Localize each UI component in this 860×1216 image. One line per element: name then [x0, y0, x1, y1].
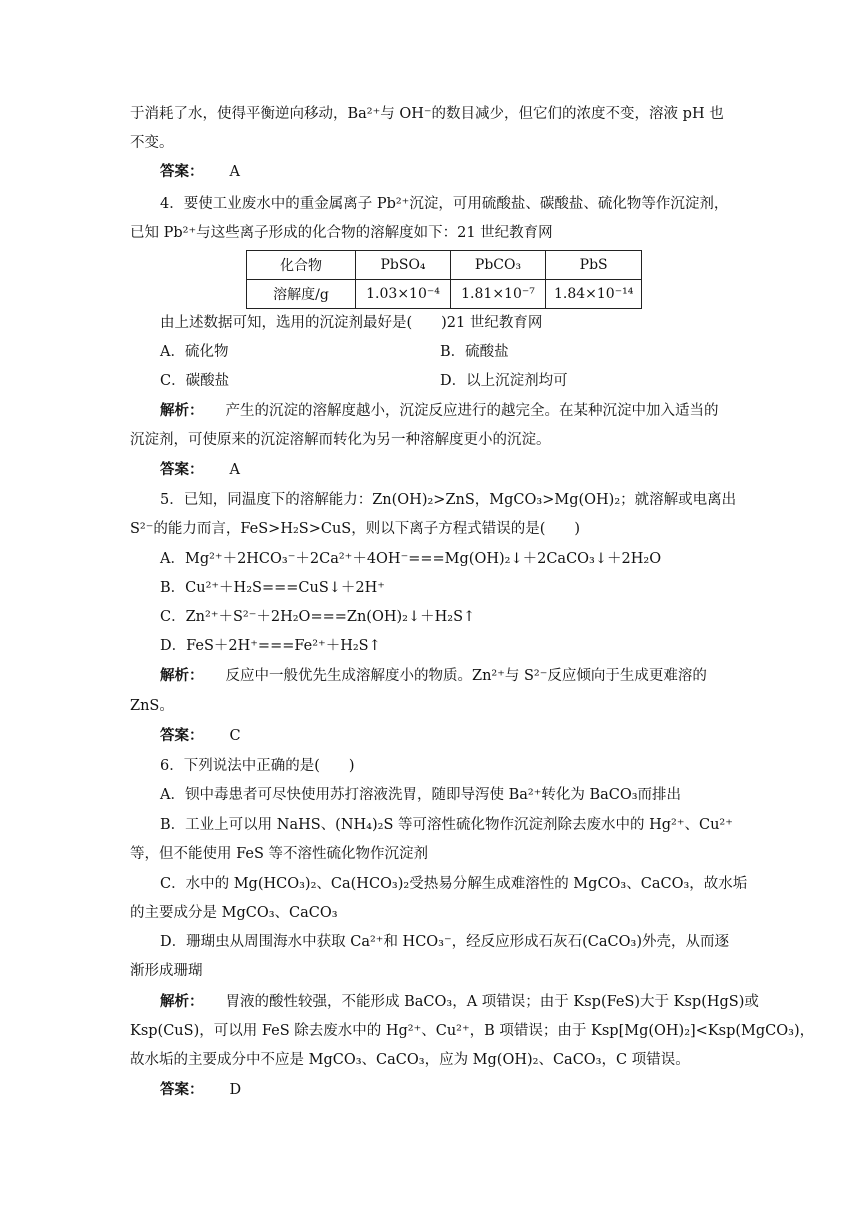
- q6-stem: 6．下列说法中正确的是( ): [160, 758, 355, 774]
- q4-stem-1: 4．要使工业废水中的重金属离子 Pb²⁺沉淀，可用硫酸盐、碳酸盐、硫化物等作沉淀剂，: [160, 196, 729, 212]
- table-cell: PbCO₃: [451, 251, 546, 280]
- q5-stem-1: 5．已知，同温度下的溶解能力：Zn(OH)₂>ZnS，MgCO₃>Mg(OH)₂；就溶解或电离出: [160, 492, 737, 508]
- q5-option-d: D．FeS＋2H⁺===Fe²⁺＋H₂S↑: [160, 638, 381, 654]
- explain-label: 解析：: [160, 667, 204, 684]
- q5-option-c: C．Zn²⁺＋S²⁻＋2H₂O===Zn(OH)₂↓＋H₂S↑: [160, 609, 476, 625]
- answer-value: C: [229, 728, 241, 744]
- table-cell: 化合物: [247, 251, 356, 280]
- q4-option-b: B．硫酸盐: [440, 344, 509, 360]
- q6-explain-1: [160, 992, 759, 1012]
- q4-explain-2: 沉淀剂，可使原来的沉淀溶解而转化为另一种溶解度更小的沉淀。: [130, 432, 551, 448]
- solubility-table: [246, 250, 642, 309]
- q4-option-a: A．硫化物: [160, 344, 229, 360]
- q4-option-d: D．以上沉淀剂均可: [440, 373, 568, 389]
- q5-explain-1: [160, 666, 707, 686]
- intro-line-1: 于消耗了水，使得平衡逆向移动，Ba²⁺与 OH⁻的数目减少，但它们的浓度不变，溶液 pH 也: [130, 106, 724, 122]
- q4-explain-1: [160, 401, 719, 421]
- table-header-row: [247, 251, 642, 280]
- q6-option-b-1: B．工业上可以用 NaHS、(NH₄)₂S 等可溶性硫化物作沉淀剂除去废水中的 Hg²⁺、Cu²⁺: [160, 817, 733, 833]
- q5-option-a: A．Mg²⁺＋2HCO₃⁻＋2Ca²⁺＋4OH⁻===Mg(OH)₂↓＋2CaCO₃↓＋2H₂O: [160, 551, 662, 567]
- table-cell: 1.84×10⁻¹⁴: [546, 280, 642, 309]
- intro-line-2: 不变。: [130, 135, 174, 151]
- table-cell: PbS: [546, 251, 642, 280]
- explain-label: 解析：: [160, 993, 204, 1010]
- table-cell: 1.03×10⁻⁴: [356, 280, 451, 309]
- q4-stem-2: 已知 Pb²⁺与这些离子形成的化合物的溶解度如下：21 世纪教育网: [130, 225, 553, 241]
- q6-option-c-2: 的主要成分是 MgCO₃、CaCO₃: [130, 905, 338, 921]
- q5-option-b: B．Cu²⁺＋H₂S===CuS↓＋2H⁺: [160, 580, 385, 596]
- q6-option-b-2: 等，但不能使用 FeS 等不溶性硫化物作沉淀剂: [130, 846, 428, 862]
- q6-explain-3: 故水垢的主要成分中不应是 MgCO₃、CaCO₃，应为 Mg(OH)₂、CaCO₃，C 项错误。: [130, 1052, 690, 1068]
- q3-answer: [160, 162, 240, 182]
- explain-label: 解析：: [160, 402, 204, 419]
- q6-option-d-1: D．珊瑚虫从周围海水中获取 Ca²⁺和 HCO₃⁻，经反应形成石灰石(CaCO₃)外壳，从而逐: [160, 934, 729, 950]
- answer-label: 答案：: [160, 163, 204, 180]
- q6-option-a: A．钡中毒患者可尽快使用苏打溶液洗胃，随即导泻使 Ba²⁺转化为 BaCO₃而排出: [160, 787, 682, 803]
- table-cell: PbSO₄: [356, 251, 451, 280]
- q4-option-c: C．碳酸盐: [160, 373, 230, 389]
- table-cell: 1.81×10⁻⁷: [451, 280, 546, 309]
- table-cell: 溶解度/g: [247, 280, 356, 309]
- answer-label: 答案：: [160, 461, 204, 478]
- table-row: [247, 280, 642, 309]
- q6-option-d-2: 渐形成珊瑚: [130, 963, 203, 979]
- q4-question: 由上述数据可知，选用的沉淀剂最好是( )21 世纪教育网: [160, 315, 543, 331]
- explain-text: 胃液的酸性较强，不能形成 BaCO₃，A 项错误；由于 Ksp(FeS)大于 Ksp(HgS)或: [225, 994, 759, 1010]
- q5-answer: [160, 726, 241, 746]
- explain-text: 产生的沉淀的溶解度越小，沉淀反应进行的越完全。在某种沉淀中加入适当的: [225, 403, 719, 419]
- answer-value: A: [229, 164, 240, 180]
- answer-label: 答案：: [160, 727, 204, 744]
- q6-explain-2: Ksp(CuS)，可以用 FeS 除去废水中的 Hg²⁺、Cu²⁺，B 项错误；由于 Ksp[Mg(OH)₂]<Ksp(MgCO₃)，: [130, 1023, 815, 1039]
- q4-answer: [160, 460, 240, 480]
- answer-value: A: [229, 462, 240, 478]
- answer-label: 答案：: [160, 1081, 204, 1098]
- answer-value: D: [229, 1082, 242, 1098]
- explain-text: 反应中一般优先生成溶解度小的物质。Zn²⁺与 S²⁻反应倾向于生成更难溶的: [225, 668, 707, 684]
- q5-stem-2: S²⁻的能力而言，FeS>H₂S>CuS，则以下离子方程式错误的是( ): [130, 521, 581, 537]
- q6-option-c-1: C．水中的 Mg(HCO₃)₂、Ca(HCO₃)₂受热易分解生成难溶性的 MgCO₃、CaCO₃，故水垢: [160, 876, 748, 892]
- q6-answer: [160, 1080, 241, 1100]
- q5-explain-2: ZnS。: [130, 698, 174, 714]
